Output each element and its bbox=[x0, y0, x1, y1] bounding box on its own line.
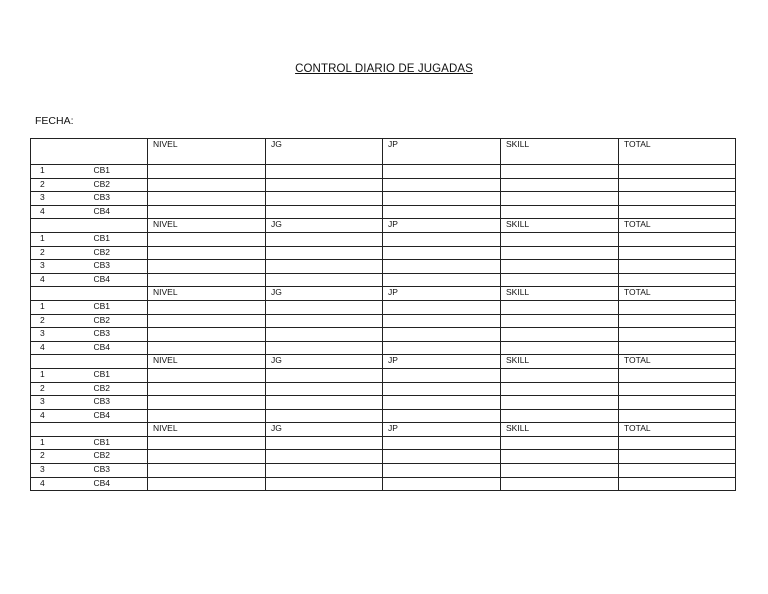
column-header-jg: JG bbox=[266, 423, 383, 437]
cell-total bbox=[619, 178, 736, 192]
row-cb-label: CB1 bbox=[57, 300, 148, 314]
cell-jp bbox=[383, 300, 501, 314]
row-number: 2 bbox=[31, 450, 57, 464]
row-cb-label: CB2 bbox=[57, 450, 148, 464]
cell-jp bbox=[383, 450, 501, 464]
column-header-jg: JG bbox=[266, 355, 383, 369]
cell-jp bbox=[383, 396, 501, 410]
cell-skill bbox=[501, 246, 619, 260]
row-number: 4 bbox=[31, 341, 57, 355]
column-header-total: TOTAL bbox=[619, 139, 736, 165]
row-number: 2 bbox=[31, 178, 57, 192]
column-header-nivel: NIVEL bbox=[148, 355, 266, 369]
table-row bbox=[31, 464, 736, 478]
cell-nivel bbox=[148, 396, 266, 410]
cell-jp bbox=[383, 328, 501, 342]
cell-jp bbox=[383, 192, 501, 206]
table-body bbox=[31, 139, 736, 491]
table-row bbox=[31, 273, 736, 287]
table-row bbox=[31, 300, 736, 314]
row-number: 3 bbox=[31, 464, 57, 478]
cell-total bbox=[619, 165, 736, 179]
cell-jg bbox=[266, 314, 383, 328]
cell-nivel bbox=[148, 165, 266, 179]
cell-jp bbox=[383, 314, 501, 328]
row-cb-label: CB3 bbox=[57, 192, 148, 206]
cell-skill bbox=[501, 165, 619, 179]
fecha-label: FECHA: bbox=[35, 115, 74, 127]
cell-nivel bbox=[148, 328, 266, 342]
column-header-jp: JP bbox=[383, 219, 501, 233]
cell-jp bbox=[383, 205, 501, 219]
row-number: 1 bbox=[31, 300, 57, 314]
header-blank-cell bbox=[31, 423, 148, 437]
cell-nivel bbox=[148, 232, 266, 246]
table-row bbox=[31, 165, 736, 179]
cell-jg bbox=[266, 409, 383, 423]
table-row bbox=[31, 341, 736, 355]
row-number: 1 bbox=[31, 232, 57, 246]
cell-nivel bbox=[148, 409, 266, 423]
cell-jg bbox=[266, 464, 383, 478]
column-header-jp: JP bbox=[383, 287, 501, 301]
row-number: 4 bbox=[31, 273, 57, 287]
header-blank-cell bbox=[31, 139, 148, 165]
header-blank-cell bbox=[31, 219, 148, 233]
cell-nivel bbox=[148, 314, 266, 328]
cell-nivel bbox=[148, 436, 266, 450]
row-number: 1 bbox=[31, 368, 57, 382]
cell-skill bbox=[501, 328, 619, 342]
column-header-jp: JP bbox=[383, 423, 501, 437]
cell-jp bbox=[383, 382, 501, 396]
row-cb-label: CB3 bbox=[57, 260, 148, 274]
column-header-jp: JP bbox=[383, 355, 501, 369]
table-row bbox=[31, 192, 736, 206]
cell-total bbox=[619, 409, 736, 423]
cell-nivel bbox=[148, 382, 266, 396]
cell-jp bbox=[383, 341, 501, 355]
cell-skill bbox=[501, 382, 619, 396]
cell-skill bbox=[501, 409, 619, 423]
table-row bbox=[31, 477, 736, 491]
group-header-row bbox=[31, 355, 736, 369]
column-header-skill: SKILL bbox=[501, 139, 619, 165]
cell-jg bbox=[266, 260, 383, 274]
column-header-total: TOTAL bbox=[619, 355, 736, 369]
cell-skill bbox=[501, 436, 619, 450]
row-cb-label: CB3 bbox=[57, 396, 148, 410]
row-number: 1 bbox=[31, 165, 57, 179]
cell-skill bbox=[501, 178, 619, 192]
table-row bbox=[31, 260, 736, 274]
cell-skill bbox=[501, 368, 619, 382]
cell-jp bbox=[383, 368, 501, 382]
row-number: 3 bbox=[31, 192, 57, 206]
cell-skill bbox=[501, 232, 619, 246]
cell-total bbox=[619, 436, 736, 450]
row-number: 1 bbox=[31, 436, 57, 450]
plays-control-table bbox=[30, 138, 736, 491]
cell-jp bbox=[383, 178, 501, 192]
cell-jp bbox=[383, 464, 501, 478]
cell-jp bbox=[383, 436, 501, 450]
row-cb-label: CB4 bbox=[57, 341, 148, 355]
table-row bbox=[31, 396, 736, 410]
cell-total bbox=[619, 314, 736, 328]
cell-skill bbox=[501, 477, 619, 491]
column-header-skill: SKILL bbox=[501, 423, 619, 437]
cell-skill bbox=[501, 205, 619, 219]
cell-jp bbox=[383, 273, 501, 287]
row-cb-label: CB2 bbox=[57, 314, 148, 328]
header-blank-cell bbox=[31, 355, 148, 369]
row-cb-label: CB2 bbox=[57, 382, 148, 396]
cell-jg bbox=[266, 273, 383, 287]
cell-jp bbox=[383, 232, 501, 246]
cell-jg bbox=[266, 436, 383, 450]
cell-jg bbox=[266, 232, 383, 246]
cell-skill bbox=[501, 273, 619, 287]
column-header-total: TOTAL bbox=[619, 423, 736, 437]
cell-total bbox=[619, 260, 736, 274]
cell-skill bbox=[501, 396, 619, 410]
row-number: 3 bbox=[31, 260, 57, 274]
group-header-row bbox=[31, 423, 736, 437]
row-cb-label: CB4 bbox=[57, 273, 148, 287]
cell-nivel bbox=[148, 300, 266, 314]
row-number: 2 bbox=[31, 314, 57, 328]
cell-jp bbox=[383, 246, 501, 260]
cell-skill bbox=[501, 192, 619, 206]
cell-skill bbox=[501, 314, 619, 328]
row-cb-label: CB1 bbox=[57, 232, 148, 246]
row-cb-label: CB3 bbox=[57, 328, 148, 342]
column-header-total: TOTAL bbox=[619, 287, 736, 301]
document-title: CONTROL DIARIO DE JUGADAS bbox=[295, 63, 473, 75]
cell-skill bbox=[501, 464, 619, 478]
cell-jg bbox=[266, 178, 383, 192]
cell-total bbox=[619, 341, 736, 355]
cell-total bbox=[619, 300, 736, 314]
table-row bbox=[31, 409, 736, 423]
cell-total bbox=[619, 205, 736, 219]
row-number: 4 bbox=[31, 409, 57, 423]
cell-jp bbox=[383, 165, 501, 179]
column-header-skill: SKILL bbox=[501, 287, 619, 301]
table-row bbox=[31, 368, 736, 382]
row-number: 2 bbox=[31, 246, 57, 260]
cell-nivel bbox=[148, 477, 266, 491]
row-number: 4 bbox=[31, 477, 57, 491]
cell-jg bbox=[266, 165, 383, 179]
column-header-nivel: NIVEL bbox=[148, 139, 266, 165]
column-header-skill: SKILL bbox=[501, 219, 619, 233]
cell-nivel bbox=[148, 341, 266, 355]
cell-nivel bbox=[148, 246, 266, 260]
table-row bbox=[31, 450, 736, 464]
cell-jg bbox=[266, 300, 383, 314]
row-cb-label: CB2 bbox=[57, 178, 148, 192]
table-row bbox=[31, 314, 736, 328]
cell-total bbox=[619, 396, 736, 410]
cell-skill bbox=[501, 450, 619, 464]
table-row bbox=[31, 436, 736, 450]
cell-jg bbox=[266, 341, 383, 355]
row-cb-label: CB1 bbox=[57, 436, 148, 450]
cell-jg bbox=[266, 396, 383, 410]
row-cb-label: CB1 bbox=[57, 368, 148, 382]
cell-total bbox=[619, 246, 736, 260]
column-header-nivel: NIVEL bbox=[148, 219, 266, 233]
cell-nivel bbox=[148, 450, 266, 464]
row-cb-label: CB4 bbox=[57, 477, 148, 491]
cell-total bbox=[619, 328, 736, 342]
row-number: 4 bbox=[31, 205, 57, 219]
cell-total bbox=[619, 382, 736, 396]
cell-jg bbox=[266, 368, 383, 382]
cell-jg bbox=[266, 205, 383, 219]
row-cb-label: CB1 bbox=[57, 165, 148, 179]
row-number: 3 bbox=[31, 396, 57, 410]
column-header-nivel: NIVEL bbox=[148, 423, 266, 437]
group-header-row bbox=[31, 139, 736, 165]
column-header-total: TOTAL bbox=[619, 219, 736, 233]
cell-jg bbox=[266, 382, 383, 396]
cell-total bbox=[619, 464, 736, 478]
column-header-jg: JG bbox=[266, 219, 383, 233]
cell-jg bbox=[266, 246, 383, 260]
cell-jp bbox=[383, 260, 501, 274]
row-number: 2 bbox=[31, 382, 57, 396]
table-row bbox=[31, 246, 736, 260]
group-header-row bbox=[31, 287, 736, 301]
row-cb-label: CB4 bbox=[57, 205, 148, 219]
row-cb-label: CB4 bbox=[57, 409, 148, 423]
cell-jg bbox=[266, 328, 383, 342]
cell-nivel bbox=[148, 273, 266, 287]
cell-jg bbox=[266, 477, 383, 491]
table-row bbox=[31, 232, 736, 246]
cell-nivel bbox=[148, 368, 266, 382]
cell-skill bbox=[501, 341, 619, 355]
cell-skill bbox=[501, 300, 619, 314]
cell-total bbox=[619, 232, 736, 246]
table-row bbox=[31, 205, 736, 219]
row-cb-label: CB2 bbox=[57, 246, 148, 260]
row-number: 3 bbox=[31, 328, 57, 342]
table-row bbox=[31, 328, 736, 342]
cell-total bbox=[619, 368, 736, 382]
cell-skill bbox=[501, 260, 619, 274]
column-header-skill: SKILL bbox=[501, 355, 619, 369]
column-header-jg: JG bbox=[266, 139, 383, 165]
cell-total bbox=[619, 192, 736, 206]
cell-nivel bbox=[148, 192, 266, 206]
cell-jg bbox=[266, 450, 383, 464]
cell-jp bbox=[383, 409, 501, 423]
cell-nivel bbox=[148, 260, 266, 274]
column-header-jg: JG bbox=[266, 287, 383, 301]
column-header-jp: JP bbox=[383, 139, 501, 165]
cell-nivel bbox=[148, 178, 266, 192]
cell-nivel bbox=[148, 205, 266, 219]
row-cb-label: CB3 bbox=[57, 464, 148, 478]
group-header-row bbox=[31, 219, 736, 233]
table-row bbox=[31, 382, 736, 396]
cell-nivel bbox=[148, 464, 266, 478]
table-row bbox=[31, 178, 736, 192]
cell-total bbox=[619, 450, 736, 464]
cell-total bbox=[619, 273, 736, 287]
cell-jg bbox=[266, 192, 383, 206]
cell-jp bbox=[383, 477, 501, 491]
column-header-nivel: NIVEL bbox=[148, 287, 266, 301]
header-blank-cell bbox=[31, 287, 148, 301]
cell-total bbox=[619, 477, 736, 491]
